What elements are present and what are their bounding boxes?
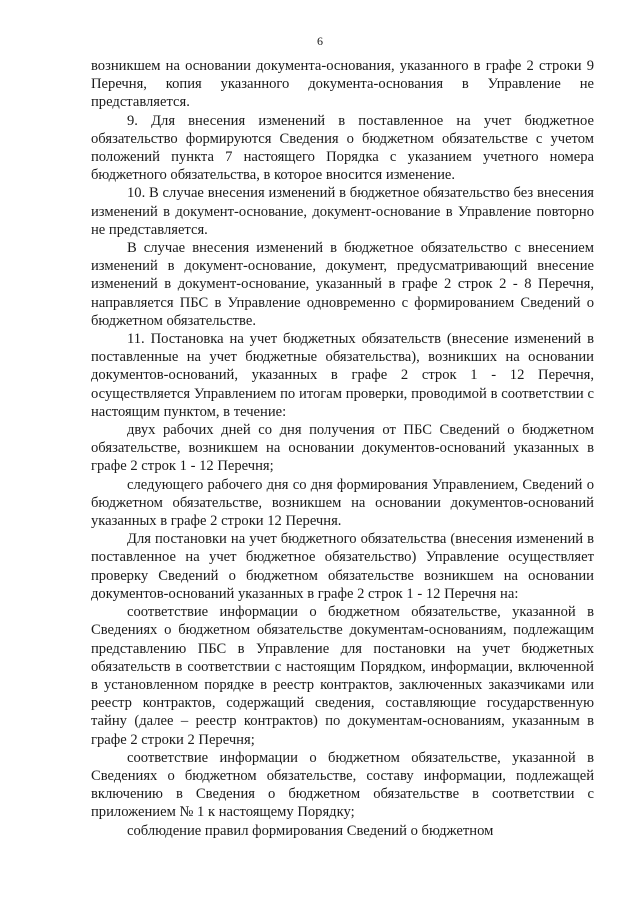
page-number: 6 <box>317 34 323 48</box>
paragraph: 10. В случае внесения изменений в бюджетное обязательство без внесения изменений в документ-основание, документ-основание в Управление повторно не представляется. <box>91 185 594 238</box>
paragraph: двух рабочих дней со дня получения от ПБС Сведений о бюджетном обязательстве, возникшем на основании документов-оснований указанных в графе 2 строк 1 - 12 Перечня; <box>91 422 594 475</box>
paragraph: следующего рабочего дня со дня формирования Управлением, Сведений о бюджетном обязательстве, возникшем на основании документов-оснований указанных в графе 2 строки 12 Перечня. <box>91 476 594 530</box>
paragraph: соблюдение правил формирования Сведений о бюджетном <box>127 822 494 839</box>
paragraph: 11. Постановка на учет бюджетных обязательств (внесение изменений в поставленные на учет бюджетные обязательства), возникших на основании документов-оснований, указанных в графе 2 строк 1 - 12 Перечня, осуществляется Управлением по итогам проверки, проводимой в соответствии с настоящим пунктом, в течение: <box>91 331 594 420</box>
document-body <box>91 57 594 840</box>
paragraph: 9. Для внесения изменений в поставленное на учет бюджетное обязательство формируются Сведения о бюджетном обязательстве с учетом положений пункта 7 настоящего Порядка с указанием учетного номера бюджетного обязательства, в которое вносится изменение. <box>91 112 594 184</box>
paragraph: соответствие информации о бюджетном обязательстве, указанной в Сведениях о бюджетном обязательстве документам-основаниям, подлежащим представлению ПБС в Управление для постановки на учет бюджетных обязательств в соответствии с настоящим Порядком, информации, включенной в установленном порядке в реестр контрактов, заключенных заказчиками или реестр контрактов, содержащий сведения, составляющие государственную тайну (далее – реестр контрактов) по документам-основаниям, указанным в графе 2 строки 2 Перечня; <box>91 604 594 748</box>
paragraph: Для постановки на учет бюджетного обязательства (внесения изменений в поставленное на учет бюджетное обязательство) Управление осуществляет проверку Сведений о бюджетном обязательстве возникшем на основании документов-оснований указанных в графе 2 строк 1 - 12 Перечня на: <box>91 531 594 602</box>
paragraph: В случае внесения изменений в бюджетное обязательство с внесением изменений в документ-основание, документ, предусматривающий внесение изменений в документ-основание, указанный в графе 2 строк 2 - 8 Перечня, направляется ПБС в Управление одновременно с формированием Сведений о бюджетном обязательстве. <box>91 240 594 329</box>
paragraph: возникшем на основании документа-основания, указанного в графе 2 строки 9 Перечня, копия указанного документа-основания в Управление не представляется. <box>91 58 594 111</box>
paragraph: соответствие информации о бюджетном обязательстве, указанной в Сведениях о бюджетном обязательстве, составу информации, подлежащей включению в Сведения о бюджетном обязательстве в соответствии с приложением № 1 к настоящему Порядку; <box>91 749 594 821</box>
